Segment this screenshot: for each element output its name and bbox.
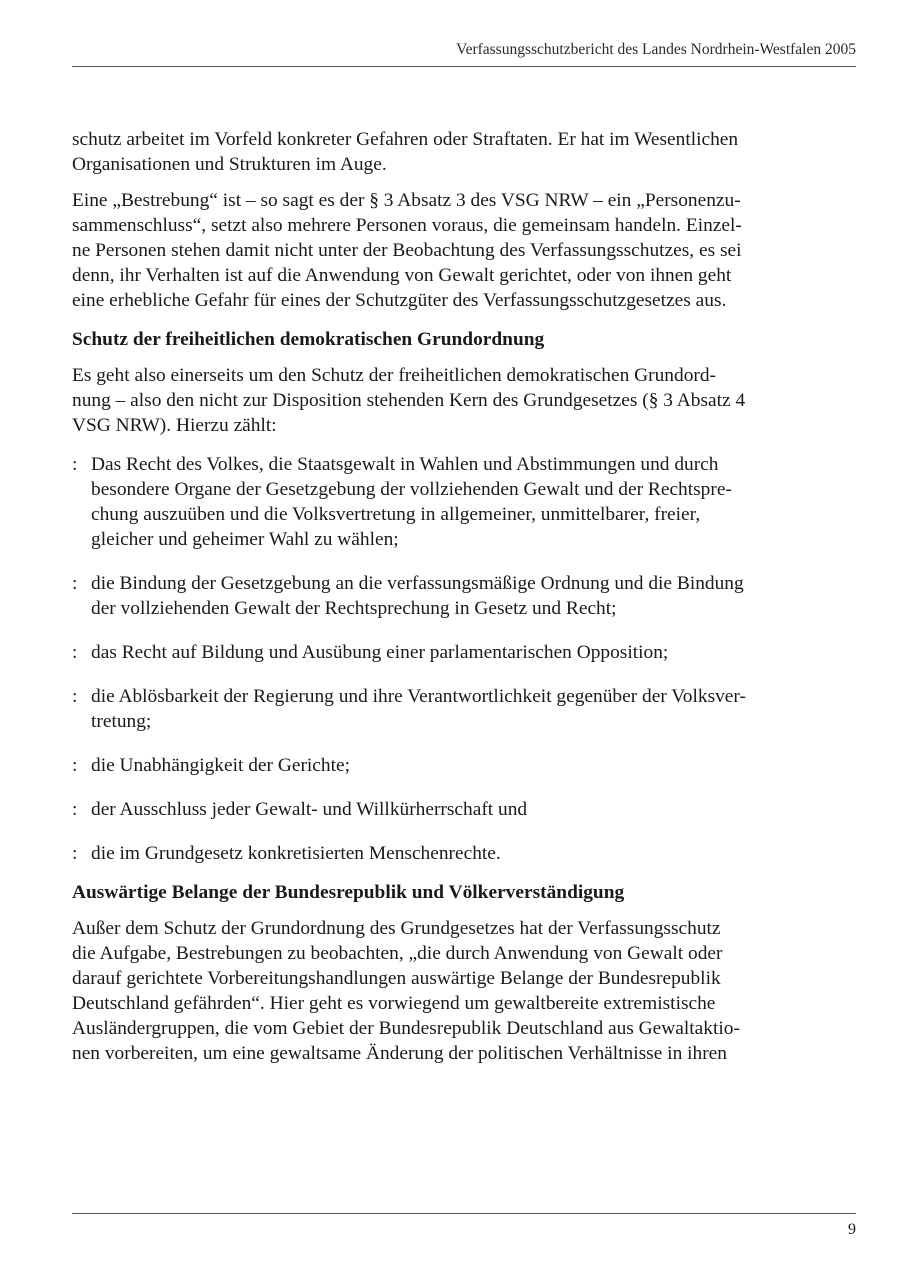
body-paragraph-2: Eine „Bestrebung“ ist – so sagt es der § 3 Absatz 3 des VSG NRW – ein „Personenzu- sammenschluss“, setzt also mehrere Personen voraus, die gemeinsam handeln. Einzel- ne Personen stehen damit nicht unter der Beobachtung des Verfassungsschutzes, es sei denn, ihr Verhalten ist auf die Anwendung von Gewalt gerichtet, oder von ihnen geht eine erhebliche Gefahr für eines der Schutzgüter des Verfassungsschutzgesetzes aus. (72, 190, 742, 311)
list-item (72, 841, 812, 866)
body-paragraph-1: schutz arbeitet im Vorfeld konkreter Gefahren oder Straftaten. Er hat im Wesentlichen Organisationen und Strukturen im Auge. (72, 129, 739, 175)
footer-rule (72, 1213, 856, 1214)
section-heading-grundordnung: Schutz der freiheitlichen demokratischen Grundordnung (72, 329, 545, 350)
list-marker: : (72, 686, 78, 707)
list-marker: : (72, 755, 78, 776)
list-item-text: die im Grundgesetz konkretisierten Menschenrechte. (91, 843, 501, 864)
list-item (72, 684, 812, 734)
list-marker: : (72, 454, 78, 475)
list-item (72, 640, 812, 665)
body-paragraph-3: Es geht also einerseits um den Schutz der freiheitlichen demokratischen Grundord- nung – also den nicht zur Disposition stehenden Kern des Grundgesetzes (§ 3 Absatz 4 VSG NRW). Hierzu zählt: (72, 365, 746, 436)
list-item (72, 571, 812, 621)
page-number: 9 (848, 1221, 856, 1238)
section-heading-auswaertige-belange: Auswärtige Belange der Bundesrepublik und Völkerverständigung (72, 882, 625, 903)
list-marker: : (72, 799, 78, 820)
list-item-text: die Unabhängigkeit der Gerichte; (91, 755, 350, 776)
list-marker: : (72, 843, 78, 864)
header-rule (72, 66, 856, 67)
list-item (72, 753, 812, 778)
running-header-title: Verfassungsschutzbericht des Landes Nordrhein-Westfalen 2005 (456, 41, 856, 58)
page-body (72, 127, 812, 1066)
list-item (72, 797, 812, 822)
list-item-text: die Ablösbarkeit der Regierung und ihre Verantwortlichkeit gegenüber der Volksver- tretung; (91, 686, 746, 732)
principles-list (72, 452, 812, 866)
list-item-text: der Ausschluss jeder Gewalt- und Willkürherrschaft und (91, 799, 528, 820)
list-marker: : (72, 573, 78, 594)
list-item (72, 452, 812, 552)
list-marker: : (72, 642, 78, 663)
list-item-text: die Bindung der Gesetzgebung an die verfassungsmäßige Ordnung und die Bindung der vollziehenden Gewalt der Rechtsprechung in Gesetz und Recht; (91, 573, 744, 619)
body-paragraph-4: Außer dem Schutz der Grundordnung des Grundgesetzes hat der Verfassungsschutz die Aufgabe, Bestrebungen zu beobachten, „die durch Anwendung von Gewalt oder darauf gerichtete Vorbereitungshandlungen auswärtige Belange der Bundesrepublik Deutschland gefährden“. Hier geht es vorwiegend um gewaltbereite extremistische Ausländergruppen, die vom Gebiet der Bundesrepublik Deutschland aus Gewaltaktio- nen vorbereiten, um eine gewaltsame Änderung der politischen Verhältnisse in ihren (72, 918, 740, 1064)
list-item-text: Das Recht des Volkes, die Staatsgewalt in Wahlen und Abstimmungen und durch besondere Organe der Gesetzgebung der vollziehenden Gewalt und der Rechtspre- chung auszuüben und die Volksvertretung in allgemeiner, unmittelbarer, freier, gleicher und geheimer Wahl zu wählen; (91, 454, 732, 550)
list-item-text: das Recht auf Bildung und Ausübung einer parlamentarischen Opposition; (91, 642, 669, 663)
